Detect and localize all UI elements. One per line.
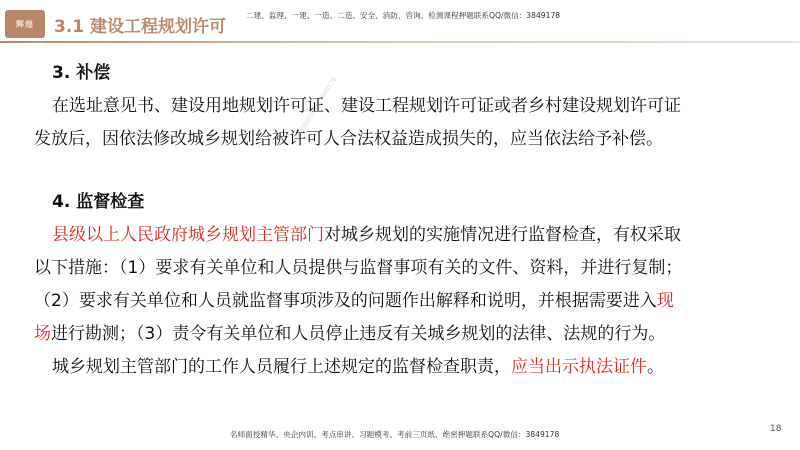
para4-rest: 进行勘测；（3）责令有关单位和人员停止违反有关城乡规划的法律、法规的行为。 xyxy=(51,324,666,344)
section4-para3 xyxy=(34,286,674,311)
section3-line2: 发放后，因依法修改城乡规划给被许可人合法权益造成损失的，应当依法给予补偿。 xyxy=(34,129,663,149)
logo-text: 辉煌 xyxy=(16,19,34,29)
section3-line1: 在选址意见书、建设用地规划许可证、建设工程规划许可证或者乡村建设规划许可证 xyxy=(52,96,681,116)
section4-para4 xyxy=(34,319,665,344)
para1-rest: 对城乡规划的实施情况进行监督检查，有权采取 xyxy=(324,225,681,245)
para5-end: 。 xyxy=(647,357,664,377)
page-number: 18 xyxy=(770,424,782,434)
section-title: 3.1 建设工程规划许可 xyxy=(54,17,227,37)
highlight-authority: 县级以上人民政府城乡规划主管部门 xyxy=(52,225,324,245)
section3-heading: 3. 补偿 xyxy=(52,63,111,83)
highlight-certificate: 应当出示执法证件 xyxy=(511,357,647,377)
section4-para1 xyxy=(52,220,681,245)
footer-note: 名师面授精华、央企内训、考点串讲、习题模考、考前三页纸、绝密押题联系QQ/微信：3849178 xyxy=(230,430,560,439)
highlight-site-start: 现 xyxy=(656,291,674,311)
para5-text: 城乡规划主管部门的工作人员履行上述规定的监督检查职责， xyxy=(52,357,511,377)
highlight-site-end: 场 xyxy=(34,324,51,344)
header xyxy=(0,0,800,44)
header-divider xyxy=(0,41,800,43)
section4-para2: 以下措施：（1）要求有关单位和人员提供与监督事项有关的文件、资料，并进行复制； xyxy=(34,258,683,278)
header-note: 二建、监理、一建、一造、二造、安全、消防、咨询、检测课程押题联系QQ/微信：3849178 xyxy=(246,11,561,20)
logo xyxy=(5,10,45,38)
watermark: 如有押题联系微信 3849178 xyxy=(291,76,339,145)
section4-heading: 4. 监督检查 xyxy=(52,192,145,212)
para3-text: （2）要求有关单位和人员就监督事项涉及的问题作出解释和说明，并根据需要进入 xyxy=(34,291,657,311)
section4-para5 xyxy=(52,352,664,377)
